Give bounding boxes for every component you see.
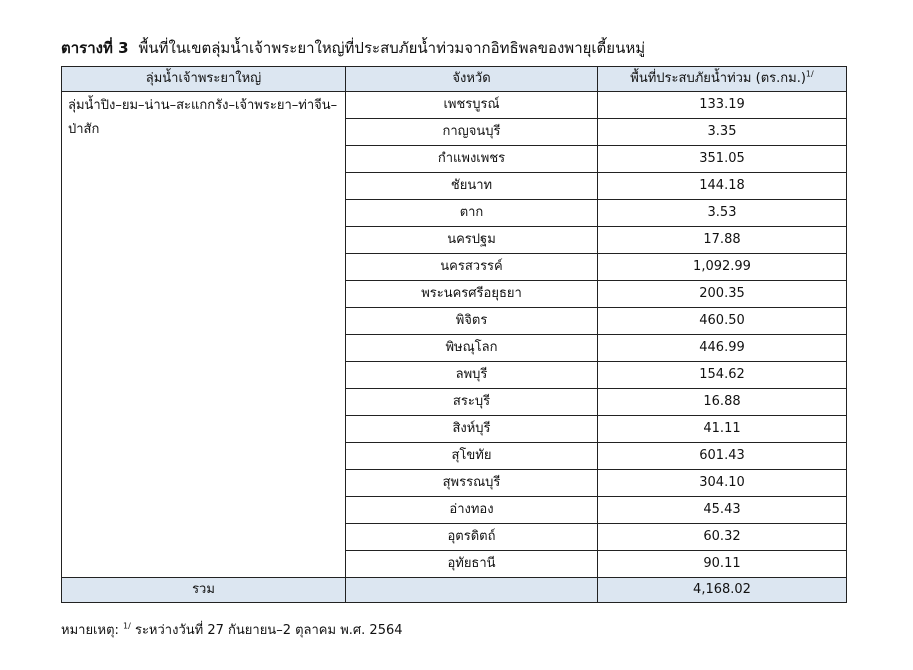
table-row [62,92,847,119]
flood-area-table [61,66,847,603]
province-cell: อ่างทอง [346,497,598,524]
caption-label: ตารางที่ 3 [61,39,129,57]
province-cell: กาญจนบุรี [346,119,598,146]
province-cell: สุพรรณบุรี [346,470,598,497]
area-cell: 133.19 [598,92,847,119]
province-cell: เพชรบูรณ์ [346,92,598,119]
area-cell: 16.88 [598,389,847,416]
footnote-text: ระหว่างวันที่ 27 กันยายน–2 ตุลาคม พ.ศ. 2564 [134,623,403,638]
area-cell: 60.32 [598,524,847,551]
province-cell: นครปฐม [346,227,598,254]
total-area: 4,168.02 [598,578,847,603]
area-cell: 200.35 [598,281,847,308]
header-basin: ลุ่มน้ำเจ้าพระยาใหญ่ [62,67,346,92]
total-row [62,578,847,603]
header-area-label: พื้นที่ประสบภัยน้ำท่วม (ตร.กม.) [630,71,806,86]
caption-text: พื้นที่ในเขตลุ่มน้ำเจ้าพระยาใหญ่ที่ประสบภัยน้ำท่วมจากอิทธิพลของพายุเตี้ยนหมู่ [138,39,646,57]
footnote [61,622,403,640]
header-area [598,67,847,92]
area-cell: 17.88 [598,227,847,254]
area-cell: 41.11 [598,416,847,443]
total-empty-cell [346,578,598,603]
province-cell: ตาก [346,200,598,227]
province-cell: ชัยนาท [346,173,598,200]
area-cell: 446.99 [598,335,847,362]
total-label: รวม [62,578,346,603]
province-cell: พิษณุโลก [346,335,598,362]
area-cell: 144.18 [598,173,847,200]
area-cell: 351.05 [598,146,847,173]
province-cell: อุตรดิตถ์ [346,524,598,551]
province-cell: อุทัยธานี [346,551,598,578]
header-row [62,67,847,92]
area-cell: 154.62 [598,362,847,389]
area-cell: 304.10 [598,470,847,497]
province-cell: นครสวรรค์ [346,254,598,281]
table-caption [61,38,645,58]
area-cell: 3.53 [598,200,847,227]
header-area-footnote: 1/ [805,69,814,79]
province-cell: สุโขทัย [346,443,598,470]
area-cell: 460.50 [598,308,847,335]
area-cell: 601.43 [598,443,847,470]
province-cell: พิจิตร [346,308,598,335]
province-cell: สิงห์บุรี [346,416,598,443]
header-province: จังหวัด [346,67,598,92]
province-cell: สระบุรี [346,389,598,416]
province-cell: กำแพงเพชร [346,146,598,173]
area-cell: 90.11 [598,551,847,578]
province-cell: ลพบุรี [346,362,598,389]
area-cell: 45.43 [598,497,847,524]
basin-name-cell: ลุ่มน้ำปิง–ยม–น่าน–สะแกกรัง–เจ้าพระยา–ท่าจีน–ป่าสัก [62,92,346,578]
footnote-mark: 1/ [123,621,131,631]
province-cell: พระนครศรีอยุธยา [346,281,598,308]
area-cell: 3.35 [598,119,847,146]
area-cell: 1,092.99 [598,254,847,281]
footnote-label: หมายเหตุ: [61,623,119,638]
